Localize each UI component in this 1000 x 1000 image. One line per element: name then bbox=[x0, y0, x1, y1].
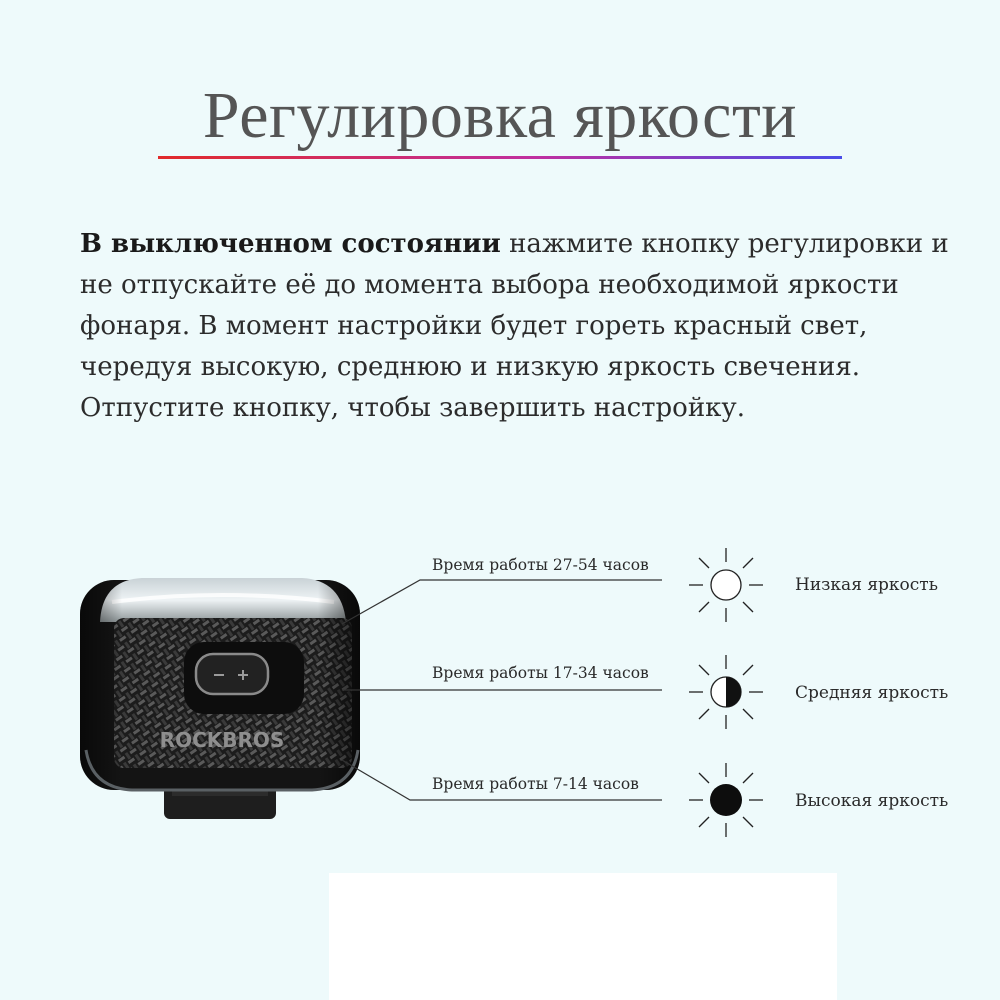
paragraph-line-1-rest: нажмите кнопку регулировки и bbox=[500, 229, 949, 259]
runtime-label-medium: Время работы 17-34 часов bbox=[432, 664, 649, 682]
blank-panel bbox=[329, 873, 837, 1000]
paragraph-bold-lead: В выключенном состоянии bbox=[80, 229, 501, 259]
sun-half-filled-icon bbox=[686, 652, 766, 732]
page-title: Регулировка яркости bbox=[202, 79, 798, 152]
runtime-label-low: Время работы 27-54 часов bbox=[432, 556, 649, 574]
brightness-label-low: Низкая яркость bbox=[795, 575, 938, 595]
device-brand-text: ROCKBROS bbox=[159, 728, 285, 752]
paragraph-line-2: не отпускайте её до момента выбора необходимой яркости bbox=[80, 270, 899, 300]
paragraph-line-5: Отпустите кнопку, чтобы завершить настройку. bbox=[80, 393, 745, 423]
brightness-label-medium: Средняя яркость bbox=[795, 683, 949, 703]
paragraph-line-3: фонаря. В момент настройки будет гореть красный свет, bbox=[80, 311, 868, 341]
paragraph-line-4: чередуя высокую, среднюю и низкую яркость свечения. bbox=[80, 352, 860, 382]
brightness-label-high: Высокая яркость bbox=[795, 791, 949, 811]
sun-outline-icon bbox=[686, 545, 766, 625]
sun-filled-icon bbox=[686, 760, 766, 840]
runtime-label-high: Время работы 7-14 часов bbox=[432, 775, 639, 793]
